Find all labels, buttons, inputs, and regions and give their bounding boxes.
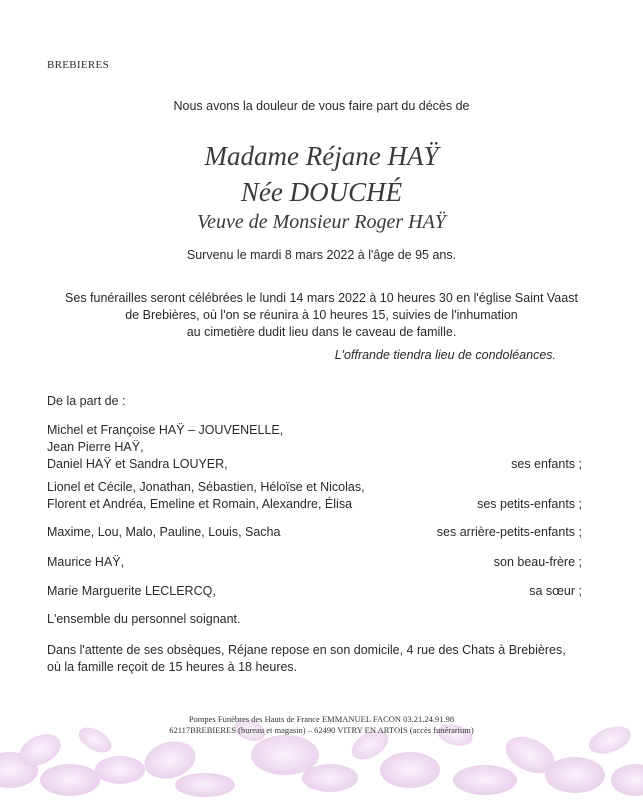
funeral-details: [40, 290, 603, 341]
relation-label: son beau-frère ;: [493, 555, 582, 569]
funeral-line: de Brebières, où l'on se réunira à 10 heures 15, suivies de l'inhumation: [125, 308, 518, 322]
from-label: De la part de :: [47, 394, 126, 408]
family-names: Maxime, Lou, Malo, Pauline, Louis, Sacha: [47, 525, 281, 539]
viewing-line: Dans l'attente de ses obsèques, Réjane repose en son domicile, 4 rue des Chats à Brebières,: [47, 643, 566, 657]
footer-line: Pompes Funèbres des Hauts de France EMMANUEL FACON 03.21.24.91.98: [188, 714, 455, 724]
place-name: BREBIERES: [47, 59, 109, 71]
family-group-sister: [47, 583, 582, 600]
family-group-brother-in-law: [47, 554, 582, 571]
offering-note: L'offrande tiendra lieu de condoléances.: [334, 348, 556, 362]
relation-label: sa sœur ;: [529, 584, 582, 598]
deceased-name: Madame Réjane HAŸ: [204, 141, 439, 171]
funeral-line: Ses funérailles seront célébrées le lundi 14 mars 2022 à 10 heures 30 en l'église Saint Vaast: [65, 291, 578, 305]
funeral-line: au cimetière dudit lieu dans le caveau de famille.: [186, 325, 457, 339]
family-group-great-grandchildren: [47, 524, 582, 541]
family-group-children: [47, 422, 582, 473]
relation-label: ses arrière-petits-enfants ;: [436, 525, 582, 539]
family-names: Marie Marguerite LECLERCQ,: [47, 584, 216, 598]
intro-text: Nous avons la douleur de vous faire part du décès de: [173, 99, 470, 113]
viewing-details: [47, 642, 566, 676]
family-names: Lionel et Cécile, Jonathan, Sébastien, Héloïse et Nicolas,: [47, 480, 365, 494]
footer-line: 62117BREBIERES (bureau et magasin) – 62490 VITRY EN ARTOIS (accès funérarium): [169, 725, 474, 735]
viewing-line: où la famille reçoit de 15 heures à 18 heures.: [47, 660, 298, 674]
family-names: Jean Pierre HAŸ,: [47, 440, 144, 454]
family-names: Maurice HAŸ,: [47, 555, 125, 569]
family-group-grandchildren: [47, 479, 582, 513]
family-names: Michel et Françoise HAŸ – JOUVENELLE,: [47, 423, 284, 437]
death-date-line: Survenu le mardi 8 mars 2022 à l'âge de 95 ans.: [186, 248, 457, 262]
staff-line: L'ensemble du personnel soignant.: [47, 612, 241, 626]
widow-line: Veuve de Monsieur Roger HAŸ: [197, 211, 446, 233]
funeral-home-footer: [0, 714, 643, 736]
family-names: Florent et Andréa, Emeline et Romain, Alexandre, Élisa: [47, 497, 353, 511]
maiden-name: Née DOUCHÉ: [240, 177, 403, 207]
relation-label: ses petits-enfants ;: [477, 497, 582, 511]
relation-label: ses enfants ;: [511, 457, 582, 471]
family-names: Daniel HAŸ et Sandra LOUYER,: [47, 457, 228, 471]
